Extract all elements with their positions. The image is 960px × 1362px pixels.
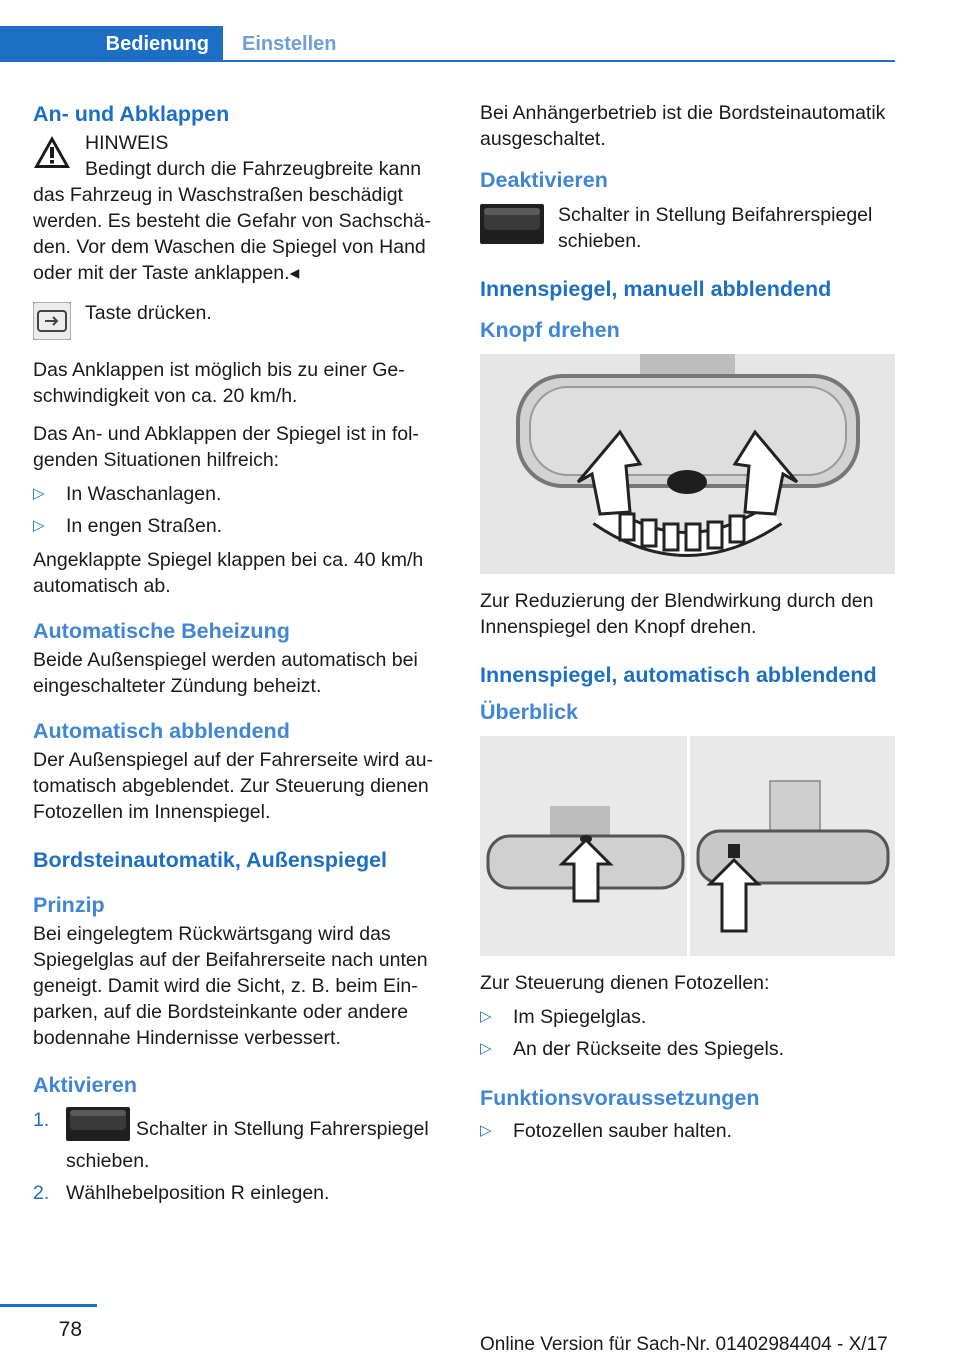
- paragraph-speed: Das Anklappen ist möglich bis zu einer Geschwindigkeit von ca. 20 km/h.: [33, 359, 405, 407]
- tab-einstellen[interactable]: Einstellen: [242, 33, 337, 55]
- right-column: [480, 100, 895, 1152]
- list-item: 1. Schalter in Stellung Fahrerspiegel schieben.: [33, 1109, 429, 1172]
- left-column: [33, 100, 443, 1214]
- fold-button-row: [33, 300, 443, 345]
- heading-an-abklappen: An- und Abklappen: [33, 102, 230, 126]
- heading-deaktivieren: Deaktivieren: [480, 168, 608, 192]
- online-version-note: Online Version für Sach-Nr. 01402984404 - X/17: [480, 1334, 888, 1355]
- heading-beheizung: Automatische Beheizung: [33, 619, 290, 643]
- page-number: 78: [58, 1318, 82, 1341]
- paragraph-prinzip: Bei eingelegtem Rückwärtsgang wird das Spiegelglas auf der Beifahrerseite nach unten geneigt. Damit wird die Sicht, z. B. beim Einparken, auf die Bordsteinkante oder andere bodennahe Hindernisse verbessert.: [33, 923, 428, 1049]
- figure-photocells: [480, 736, 895, 956]
- deactivate-text: Schalter in Stellung Beifahrerspiegel schieben.: [558, 204, 873, 252]
- paragraph-beheizung: Beide Außenspiegel werden automatisch bei eingeschalteter Zündung beheizt.: [33, 649, 418, 697]
- taste-text: Taste drücken.: [85, 302, 212, 324]
- footer-rule: [0, 1304, 97, 1307]
- heading-prinzip: Prinzip: [33, 893, 105, 917]
- warning-notice: [33, 130, 443, 286]
- heading-bordsteinautomatik: Bordsteinautomatik, Außenspiegel: [33, 848, 388, 872]
- deactivate-row: [480, 202, 895, 254]
- heading-ueberblick: Überblick: [480, 700, 578, 724]
- list-item: ▷ In engen Straßen.: [33, 515, 223, 537]
- triangle-bullet-icon: ▷: [480, 1008, 492, 1025]
- triangle-bullet-icon: ▷: [33, 485, 45, 502]
- situations-list: [33, 481, 443, 539]
- heading-knopf-drehen: Knopf drehen: [480, 318, 620, 342]
- list-item: ▷ An der Rückseite des Spiegels.: [480, 1038, 784, 1060]
- heading-innenspiegel-automatisch: Innenspiegel, automatisch abblendend: [480, 663, 877, 687]
- photocell-list: [480, 1004, 895, 1062]
- warning-label: HINWEIS: [85, 132, 169, 154]
- chapter-tabs: [0, 26, 895, 62]
- list-item: ▷ In Waschanlagen.: [33, 483, 222, 505]
- heading-abblendend: Automatisch abblendend: [33, 719, 290, 743]
- mirror-switch-icon: [480, 204, 544, 249]
- warning-lead: Bedingt durch die Fahrzeugbreite kann: [85, 158, 422, 180]
- triangle-bullet-icon: ▷: [33, 517, 45, 534]
- heading-innenspiegel-manuell: Innenspiegel, manuell abblendend: [480, 277, 832, 301]
- figure-knob-rotation: [480, 354, 895, 574]
- warning-triangle-icon: [33, 134, 71, 182]
- tab-bedienung[interactable]: Bedienung: [0, 26, 223, 62]
- warning-text: das Fahrzeug in Waschstraßen beschädigt werden. Es besteht die Gefahr von Sachschäden. Vor dem Waschen die Spiegel von Hand oder mit der Taste anklappen.◂: [33, 184, 431, 284]
- mirror-fold-button-icon: [33, 302, 71, 345]
- list-item: ▷ Fotozellen sauber halten.: [480, 1120, 732, 1142]
- heading-funktionsvoraussetzungen: Funktionsvoraussetzungen: [480, 1086, 760, 1110]
- paragraph-anhaenger: Bei Anhängerbetrieb ist die Bordsteinautomatik ausgeschaltet.: [480, 102, 886, 150]
- triangle-bullet-icon: ▷: [480, 1040, 492, 1057]
- activate-steps: [33, 1107, 443, 1206]
- paragraph-abblendend: Der Außenspiegel auf der Fahrerseite wird automatisch abgeblendet. Zur Steuerung dienen Fotozellen im Innenspiegel.: [33, 749, 433, 823]
- mirror-knob-illustration: [480, 354, 895, 574]
- triangle-bullet-icon: ▷: [480, 1122, 492, 1139]
- photocell-illustration: [480, 736, 895, 956]
- list-item: 2. Wählhebelposition R einlegen.: [33, 1182, 330, 1204]
- mirror-switch-icon: [66, 1107, 130, 1148]
- heading-aktivieren: Aktivieren: [33, 1073, 137, 1097]
- paragraph-fotozellen: Zur Steuerung dienen Fotozellen:: [480, 972, 770, 994]
- requirements-list: [480, 1118, 895, 1144]
- paragraph-situations: Das An- und Abklappen der Spiegel ist in folgenden Situationen hilfreich:: [33, 423, 419, 471]
- paragraph-auto-unfold: Angeklappte Spiegel klappen bei ca. 40 km/h automatisch ab.: [33, 549, 424, 597]
- list-item: ▷ Im Spiegelglas.: [480, 1006, 647, 1028]
- paragraph-knopf: Zur Reduzierung der Blendwirkung durch den Innenspiegel den Knopf drehen.: [480, 590, 874, 638]
